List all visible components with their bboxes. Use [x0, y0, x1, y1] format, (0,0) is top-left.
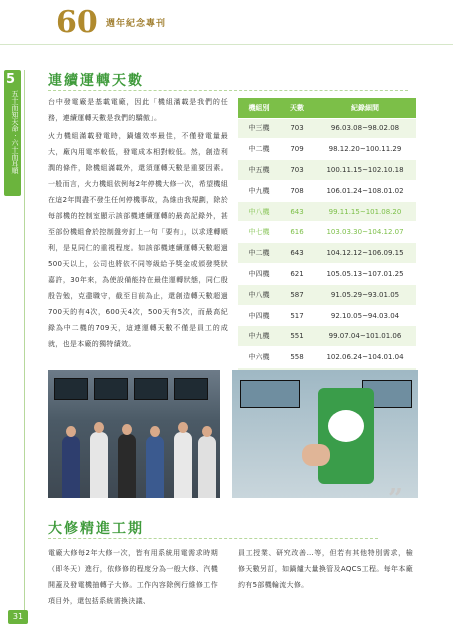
cell-unit: 中二機: [238, 243, 280, 264]
table-row: [238, 139, 416, 160]
person-figure: [62, 436, 80, 498]
table-row: [238, 305, 416, 326]
quote-mark-icon: ”: [388, 484, 403, 514]
cell-period: 106.01.24~108.01.02: [314, 180, 416, 201]
chapter-number: 5: [6, 72, 16, 87]
paragraph-overhaul-left: 電廠大修每2年大修一次，皆有用系統用電需求時期（即冬天）進行，依修修的程度分為一般大修、汽機開蓋及發電機抽轉子大修。工作內容除例行維修工作項目外，還包括系統需換決議、: [48, 549, 218, 605]
cell-days: 709: [280, 139, 314, 160]
control-room-group-photo: [48, 370, 220, 498]
cell-period: 99.07.04~101.01.06: [314, 326, 416, 347]
cell-unit: 中二機: [238, 139, 280, 160]
table-row: [238, 118, 416, 139]
cell-period: 91.05.29~93.01.05: [314, 284, 416, 305]
cell-days: 621: [280, 264, 314, 285]
cell-days: 517: [280, 305, 314, 326]
cell-unit: 中八機: [238, 201, 280, 222]
cell-days: 703: [280, 118, 314, 139]
cell-days: 558: [280, 347, 314, 368]
section-title-continuous-operation: 連續運轉天數: [48, 73, 144, 89]
cell-days: 703: [280, 160, 314, 181]
monitor-image: [54, 378, 88, 400]
cell-days: 643: [280, 243, 314, 264]
cell-unit: 中七機: [238, 222, 280, 243]
paragraph-body: 火力機組滿載發電時，鍋爐效率最佳，不僅發電量最大，廠內用電率較低，發電成本相對較低。然，創造利潤的條件，除機組滿載外，還須運轉天數是重要因素。一般而言，火力機組依例每2年停機大修一次，希望機組在這2年間盡不發生任何停機事故，為維由我規劃，除於每部機的控制室顯示該部機連續運轉的最高記錄外，甚至部份機組會於控制盤旁釘上一句「要有」，以求達轉順利，是見同仁的重視程度。如該部機連續運轉天數超過500天以上，公司也將依不同等級給予獎金或頒發獎狀嘉許，30年來，為使設備能持在最佳運轉狀態，同仁殷殷告勉，克盡職守，截至目前為止，還創造轉天數超過700天的有4次，600天4次，500天有5次，而最高紀錄為中二機的709天，這連運轉天數不僅是員工的成就，也是本廠的獨特績效。: [48, 132, 228, 348]
column-header-days: 天數: [280, 98, 314, 118]
cell-period: 92.10.05~94.03.04: [314, 305, 416, 326]
cell-period: 99.11.15~101.08.20: [314, 201, 416, 222]
logo-text: 週年紀念專刊: [106, 19, 167, 29]
page-number: 31: [8, 610, 28, 624]
snack-bag-control-room-photo: [232, 370, 418, 498]
operation-days-table: [238, 98, 416, 389]
cell-period: 105.05.13~107.01.25: [314, 264, 416, 285]
table-row: [238, 201, 416, 222]
table-row: [238, 180, 416, 201]
monitor-image: [240, 380, 300, 408]
person-head: [150, 426, 160, 437]
cell-unit: 中八機: [238, 284, 280, 305]
table-header-row: [238, 98, 416, 118]
person-head: [178, 422, 188, 433]
person-figure: [90, 432, 108, 498]
cell-days: 616: [280, 222, 314, 243]
cell-unit: 中六機: [238, 347, 280, 368]
section-title-overhaul: 大修精進工期: [48, 521, 144, 537]
cell-unit: 中三機: [238, 118, 280, 139]
column-header-period: 紀錄細間: [314, 98, 416, 118]
cell-period: 103.03.30~104.12.07: [314, 222, 416, 243]
table-row: [238, 160, 416, 181]
sidebar-line: [24, 70, 25, 610]
cell-days: 551: [280, 326, 314, 347]
cell-days: 643: [280, 201, 314, 222]
person-figure: [118, 434, 136, 498]
cell-period: 96.03.08~98.02.08: [314, 118, 416, 139]
paragraph-overhaul-right: 員工授業、研究改善…等，但若有其他特別需求，檢修天數另訂，如鍋爐大量換管及AQCS工程。每年本廠約有5部機輪流大修。: [238, 549, 413, 589]
monitor-image: [94, 378, 128, 400]
table-row: [238, 347, 416, 368]
person-figure: [198, 436, 216, 498]
cell-period: 102.06.24~104.01.04: [314, 347, 416, 368]
cell-period: 104.12.12~106.09.15: [314, 243, 416, 264]
cell-period: 98.12.20~100.11.29: [314, 139, 416, 160]
cell-unit: 中九機: [238, 180, 280, 201]
person-figure: [174, 432, 192, 498]
person-head: [94, 422, 104, 433]
table-row: [238, 264, 416, 285]
column-header-unit: 機組別: [238, 98, 280, 118]
header-divider: [0, 44, 453, 45]
cell-period: 100.11.15~102.10.18: [314, 160, 416, 181]
cell-days: 708: [280, 180, 314, 201]
anniversary-logo: [56, 6, 166, 40]
monitor-image: [134, 378, 168, 400]
person-head: [202, 426, 212, 437]
table-row: [238, 284, 416, 305]
person-head: [122, 424, 132, 435]
snack-bag-mascot: [328, 410, 364, 442]
person-figure: [146, 436, 164, 498]
chapter-label: 五十而知天命 ‧ 六十而耳順: [11, 90, 19, 174]
paragraph-intro: 台中發電廠是基載電廠，因此「機組滿載是我們的任務，連續運轉天數是我們的驕傲」。: [48, 98, 228, 122]
cell-unit: 中九機: [238, 326, 280, 347]
logo-number: 60: [56, 5, 98, 40]
table-row: [238, 326, 416, 347]
cell-days: 587: [280, 284, 314, 305]
table-row: [238, 243, 416, 264]
cell-unit: 中五機: [238, 160, 280, 181]
cell-unit: 中四機: [238, 305, 280, 326]
title-divider: [48, 538, 378, 539]
monitor-image: [174, 378, 208, 400]
hand-image: [302, 444, 330, 466]
title-divider: [48, 90, 408, 91]
person-head: [66, 426, 76, 437]
table-row: [238, 222, 416, 243]
cell-unit: 中四機: [238, 264, 280, 285]
